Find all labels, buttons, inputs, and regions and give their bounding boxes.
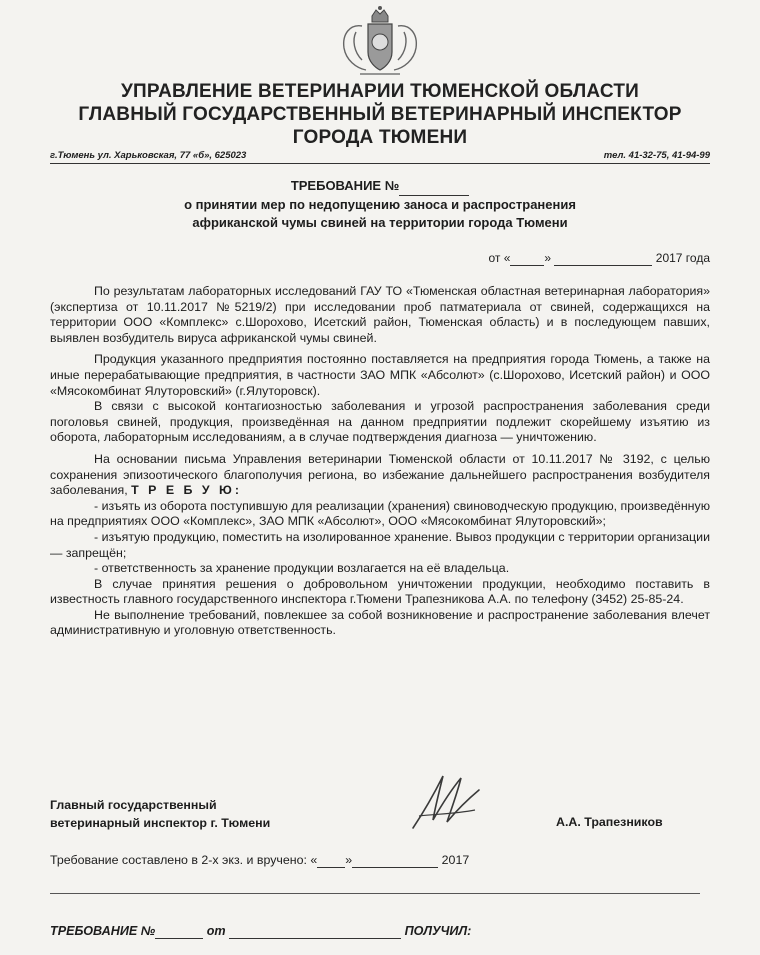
signer-name: А.А. Трапезников [556,815,663,829]
receipt-date-label: от [206,924,226,938]
title-line-3: африканской чумы свиней на территории города Тюмени [192,215,568,230]
paragraph-2: Продукция указанного предприятия постоянно поставляется на предприятия города Тюмень, а также на иные перерабатывающие предприятия, в частности ЗАО МПК «Абсолют» (с.Шорохово, Исетский район) и ООО «Мясокомбинат Ялуторовский» (г.Ялуторовск). [50,352,710,398]
date-prefix: от « [488,251,511,265]
receipt-number-blank [155,924,203,939]
paragraph-1: По результатам лабораторных исследований ГАУ ТО «Тюменская областная ветеринарная лаборатория» (экспертиза от 10.11.2017 №5219/2) при исследовании проб патматериала от свиней, содержащихся на территории ООО «Комплекс» с.Шорохово, Исетский район, Тюменская область) и в последующем павших, выявлен возбудитель вируса африканской чумы свиней. [50,284,710,345]
issued-quote-close: » [345,853,353,867]
document-body [50,284,710,639]
list-item-1: - изъять из оборота поступившую для реализации (хранения) свиноводческую продукцию, произведённую на предприятиях ООО «Комплекс», ЗАО МПК «Абсолют», ООО «Мясокомбинат Ялуторовский»; [50,498,710,529]
position-line-2: ветеринарный инспектор г. Тюмени [50,816,271,830]
signer-position [50,796,270,832]
issued-text: Требование составлено в 2-х экз. и вручено: [50,853,307,867]
document-title [60,177,700,232]
day-blank [510,251,544,266]
header-divider [50,163,710,164]
number-blank [399,177,469,196]
phone: тел. 41-32-75, 41-94-99 [603,150,710,161]
list-item-3: - ответственность за хранение продукции возлагается на её владельца. [94,561,510,576]
month-blank [554,251,652,266]
date-line [488,251,710,266]
issued-day-blank [317,853,345,868]
header-line-2: ГЛАВНЫЙ ГОСУДАРСТВЕННЫЙ ВЕТЕРИНАРНЫЙ ИНСПЕКТОР [78,104,682,125]
paragraph-3: В связи с высокой контагиозностью заболевания и угрозой распространения заболевания среди поголовья свиней, продукция, произведённая на данном предприятии подлежит скорейшему изъятию из оборота, лабораторным исследованиям, а в случае подтверждения диагноза — уничтожению. [50,399,710,445]
title-line-1: ТРЕБОВАНИЕ № [290,178,400,193]
issued-year: 2017 [441,853,470,867]
issued-quote-open: « [310,853,318,867]
date-mid: » [544,251,552,265]
issuer-header [40,80,720,149]
receipt-row [50,924,471,939]
date-year: 2017 года [655,251,710,265]
receipt-date-blank [229,924,401,939]
demand-word: Т Р Е Б У Ю: [131,483,242,498]
paragraph-4-text: На основании письма Управления ветеринарии Тюменской области от 10.11.2017 № 3192, с целью сохранения эпизоотического благополучия региона, во избежание дальнейшего распространения возбудителя заболевания, [50,451,710,498]
title-line-2: о принятии мер по недопущению заноса и распространения [184,197,576,212]
cut-line [50,893,700,894]
handwritten-signature [405,770,485,832]
coat-of-arms-emblem [332,4,428,80]
receipt-received-label: ПОЛУЧИЛ: [404,924,472,938]
position-line-1: Главный государственный [50,798,217,812]
header-line-1: УПРАВЛЕНИЕ ВЕТЕРИНАРИИ ТЮМЕНСКОЙ ОБЛАСТИ [121,81,639,102]
receipt-number-label: ТРЕБОВАНИЕ № [50,924,156,938]
issued-month-blank [352,853,438,868]
issued-line [50,853,469,868]
paragraph-5: В случае принятия решения о добровольном уничтожении продукции, необходимо поставить в известность главного государственного инспектора г.Тюмени Трапезникова А.А. по телефону (3452) 25-85-24. [50,576,710,607]
header-line-3: ГОРОДА ТЮМЕНИ [292,127,468,148]
paragraph-4 [50,452,710,499]
paragraph-6: Не выполнение требований, повлекшее за собой возникновение и распространение заболевания влечет административную и уголовную ответственность. [50,607,710,638]
contact-row [50,150,710,161]
list-item-2: - изъятую продукцию, поместить на изолированное хранение. Вывоз продукции с территории организации — запрещён; [50,529,710,560]
address: г.Тюмень ул. Харьковская, 77 «б», 625023 [50,150,247,161]
